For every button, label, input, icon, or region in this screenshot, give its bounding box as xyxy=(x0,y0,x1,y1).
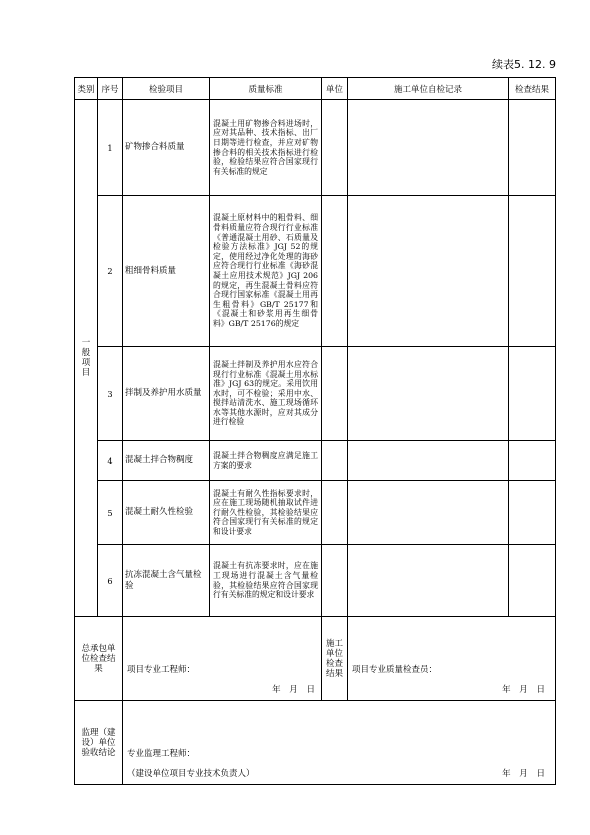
row-item: 混凝土耐久性检验 xyxy=(123,481,210,545)
sheet-number: 续表5. 12. 9 xyxy=(492,58,556,71)
unit-cell[interactable] xyxy=(322,196,348,347)
supervisor-engineer-label: 专业监理工程师： xyxy=(127,749,196,759)
contractor-inspector-label: 项目专业质量检查员： xyxy=(352,665,438,675)
header-item: 检验项目 xyxy=(123,78,210,100)
self-check-cell[interactable] xyxy=(348,441,509,481)
unit-cell[interactable] xyxy=(322,441,348,481)
row-item: 粗细骨料质量 xyxy=(123,196,210,347)
header-self-check: 施工单位自检记录 xyxy=(348,78,509,100)
contractor-sign-area[interactable] xyxy=(348,617,556,701)
row-number: 4 xyxy=(98,441,123,481)
header-unit: 单位 xyxy=(322,78,348,100)
row-item: 拌制及养护用水质量 xyxy=(123,347,210,441)
gc-result-title xyxy=(75,617,123,701)
supervisor-title xyxy=(75,701,123,785)
table-row xyxy=(75,545,556,617)
unit-cell[interactable] xyxy=(322,100,348,196)
category-cell xyxy=(75,100,98,617)
row-standard: 混凝土拌制及养护用水应符合现行行业标准《混凝土用水标准》JGJ 63的规定。采用饮用水时，可不检验；采用中水、搅拌站清洗水、施工现场循环水等其他水源时，应对其成分进行检验 xyxy=(210,347,322,441)
row-item: 矿物掺合料质量 xyxy=(123,100,210,196)
table-row xyxy=(75,100,556,196)
row-number: 6 xyxy=(98,545,123,617)
row-standard: 混凝土原材料中的粗骨料、细骨料质量应符合现行行业标准《普通混凝土用砂、石质量及检验方法标准》JGJ 52的规定，使用经过净化处理的海砂应符合现行行业标准《海砂混凝土应用技术规范》JGJ 206的规定，再生混凝土骨料应符合现行国家标准《混凝土用再生粗骨料》GB/T 25177和《混凝土和砂浆用再生细骨料》GB/T 25176的规定 xyxy=(210,196,322,347)
contractor-signoff-row xyxy=(75,617,556,701)
row-number: 3 xyxy=(98,347,123,441)
gc-date: 年 月 日 xyxy=(272,685,315,695)
row-item: 抗冻混凝土含气量检验 xyxy=(123,545,210,617)
table-row xyxy=(75,347,556,441)
self-check-cell[interactable] xyxy=(348,545,509,617)
result-cell[interactable] xyxy=(509,481,556,545)
unit-cell[interactable] xyxy=(322,481,348,545)
result-cell[interactable] xyxy=(509,196,556,347)
gc-engineer-label: 项目专业工程师： xyxy=(127,665,196,675)
row-standard: 混凝土用矿物掺合料进场时，应对其品种、技术指标、出厂日期等进行检查，并应对矿物掺合料的相关技术指标进行检验，检验结果应符合国家现行有关标准的规定 xyxy=(210,100,322,196)
row-standard: 混凝土拌合物稠度应满足施工方案的要求 xyxy=(210,441,322,481)
result-cell[interactable] xyxy=(509,100,556,196)
header-standard: 质量标准 xyxy=(210,78,322,100)
supervisor-date: 年 月 日 xyxy=(502,769,545,779)
gc-result-title-text: 总承包单位检查结果 xyxy=(81,643,116,674)
supervisor-sub-label: （建设单位项目专业技术负责人） xyxy=(127,769,255,779)
self-check-cell[interactable] xyxy=(348,196,509,347)
row-number: 2 xyxy=(98,196,123,347)
contractor-result-title xyxy=(322,617,348,701)
table-row xyxy=(75,196,556,347)
table-row xyxy=(75,441,556,481)
inspection-table xyxy=(74,77,556,785)
self-check-cell[interactable] xyxy=(348,100,509,196)
self-check-cell[interactable] xyxy=(348,347,509,441)
supervisor-title-text: 监理（建设）单位验收结论 xyxy=(81,727,116,758)
row-number: 5 xyxy=(98,481,123,545)
row-standard: 混凝土有抗冻要求时，应在施工现场进行混凝土含气量检验，其检验结果应符合国家现行有关标准的规定和设计要求 xyxy=(210,545,322,617)
gc-sign-area[interactable] xyxy=(123,617,322,701)
header-row xyxy=(75,78,556,100)
self-check-cell[interactable] xyxy=(348,481,509,545)
row-number: 1 xyxy=(98,100,123,196)
unit-cell[interactable] xyxy=(322,347,348,441)
result-cell[interactable] xyxy=(509,347,556,441)
result-cell[interactable] xyxy=(509,441,556,481)
header-seq: 序号 xyxy=(98,78,123,100)
category-label: 一般项目 xyxy=(81,338,91,378)
unit-cell[interactable] xyxy=(322,545,348,617)
table-row xyxy=(75,481,556,545)
contractor-date: 年 月 日 xyxy=(502,685,545,695)
row-item: 混凝土拌合物稠度 xyxy=(123,441,210,481)
supervisor-signoff-row xyxy=(75,701,556,785)
row-standard: 混凝土有耐久性指标要求时，应在施工现场随机抽取试件进行耐久性检验，其检验结果应符合国家现行有关标准的规定和设计要求 xyxy=(210,481,322,545)
contractor-result-title-text: 施工单位检查结果 xyxy=(325,638,343,679)
header-result: 检查结果 xyxy=(509,78,556,100)
header-category: 类别 xyxy=(75,78,98,100)
result-cell[interactable] xyxy=(509,545,556,617)
supervisor-sign-area[interactable] xyxy=(123,701,556,785)
